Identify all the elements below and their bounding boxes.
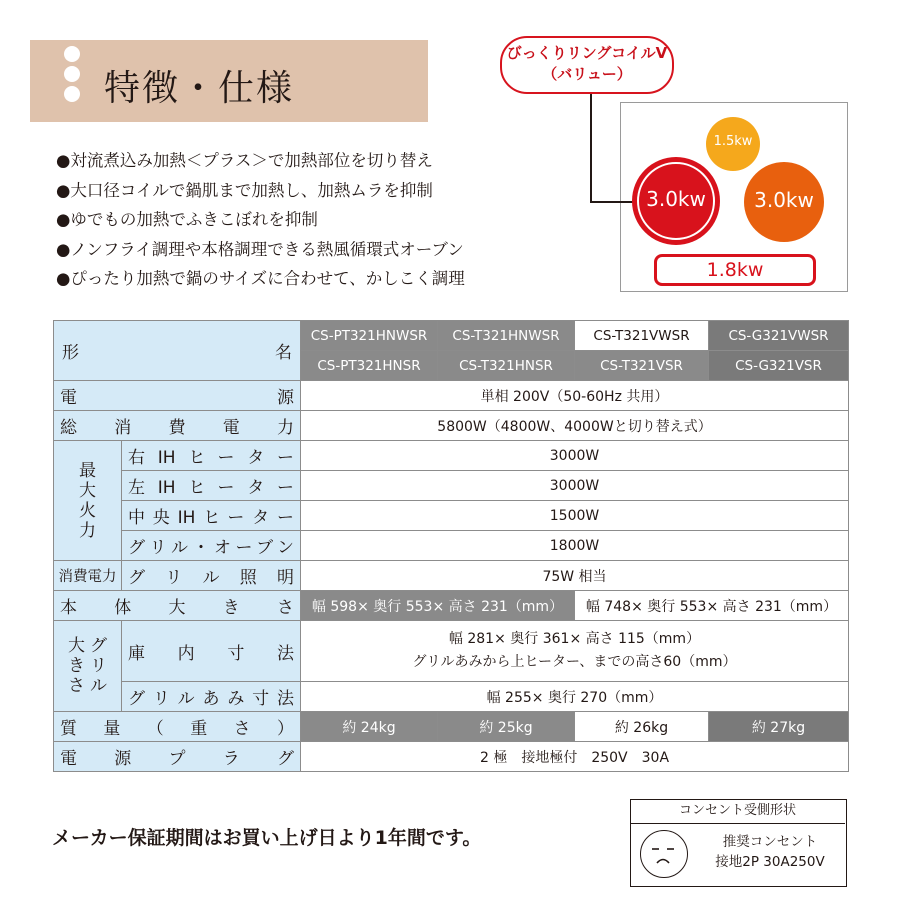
center-burner [706, 117, 760, 171]
weight-label: 質量（重さ） [54, 712, 301, 742]
right-burner [744, 162, 824, 242]
model-cell: CS-PT321HNSR [301, 351, 438, 381]
coil-callout [500, 36, 674, 94]
feature-item: ●ゆでもの加熱でふきこぼれを抑制 [56, 210, 318, 229]
left-burner-power: 3.0kw [646, 187, 706, 211]
grill-oven-value: 1800W [301, 531, 849, 561]
warranty-note: メーカー保証期間はお買い上げ日より1年間です。 [52, 827, 482, 849]
total-power-value: 5800W（4800W、4000Wと切り替え式） [301, 411, 849, 441]
power-source-value: 単相 200V（50-60Hz 共用） [301, 381, 849, 411]
feature-list [56, 146, 465, 294]
grill-size-col2: 大きさ [68, 636, 85, 696]
table-row [54, 531, 849, 561]
center-burner-power: 1.5kw [713, 134, 753, 149]
chamber-line-1: 幅 281× 奥行 361× 高さ 115（mm） [448, 631, 701, 647]
callout-line-1: びっくりリングコイルV [506, 44, 668, 62]
grill-heater-bar: 1.8kw [654, 254, 816, 286]
grill-net-label: グリルあみ寸法 [122, 682, 301, 712]
left-ih-value: 3000W [301, 471, 849, 501]
feature-item: ●ぴったり加熱で鍋のサイズに合わせて、かしこく調理 [56, 269, 465, 288]
ring-hole-1 [64, 46, 80, 62]
model-label-left: 形 [62, 343, 79, 363]
table-row [54, 742, 849, 772]
callout-leader-line [590, 201, 638, 203]
outlet-line-1: 推奨コンセント [722, 834, 818, 850]
table-row [54, 471, 849, 501]
feature-item: ●対流煮込み加熱＜プラス＞で加熱部位を切り替え [56, 151, 433, 170]
model-label-cell [54, 321, 301, 381]
model-cell: CS-PT321HNWSR [301, 321, 438, 351]
model-cell: CS-T321HNWSR [438, 321, 575, 351]
feature-item: ●ノンフライ調理や本格調理できる熱風循環式オーブン [56, 239, 464, 259]
plug-value: 2 極 接地極付 250V 30A [301, 742, 849, 772]
grill-light-value: 75W 相当 [301, 561, 849, 591]
center-ih-value: 1500W [301, 501, 849, 531]
spec-table [53, 320, 849, 772]
right-burner-power: 3.0kw [754, 188, 814, 212]
ring-hole-2 [64, 66, 80, 82]
outlet-socket-icon [640, 830, 688, 878]
plug-label: 電源プラグ [54, 742, 301, 772]
grill-oven-label: グリル・オーブン [122, 531, 301, 561]
max-fire-text: 最大火力 [79, 460, 96, 541]
body-size-value-a: 幅 598× 奥行 553× 高さ 231（mm） [301, 591, 575, 621]
grill-size-col1: グリル [90, 636, 107, 696]
outlet-line-2: 接地2P 30A250V [715, 854, 825, 870]
weight-value: 約 27kg [709, 712, 849, 742]
chamber-value [301, 621, 849, 682]
right-ih-value: 3000W [301, 441, 849, 471]
grill-light-label: グリル照明 [122, 561, 301, 591]
chamber-label: 庫内寸法 [122, 621, 301, 682]
table-row [54, 411, 849, 441]
center-ih-label: 中央IHヒーター [122, 501, 301, 531]
model-cell: CS-T321VSR [575, 351, 709, 381]
right-ih-label: 右IHヒーター [122, 441, 301, 471]
model-label-right: 名 [275, 343, 292, 363]
chamber-line-2: グリルあみから上ヒーター、までの高さ60（mm） [412, 654, 737, 670]
table-row [54, 682, 849, 712]
model-cell: CS-G321VWSR [709, 321, 849, 351]
body-size-value-b: 幅 748× 奥行 553× 高さ 231（mm） [575, 591, 849, 621]
weight-value: 約 24kg [301, 712, 438, 742]
body-size-label: 本体大きさ [54, 591, 301, 621]
feature-item: ●大口径コイルで鍋肌まで加熱し、加熱ムラを抑制 [56, 180, 433, 200]
table-row [54, 591, 849, 621]
table-row [54, 321, 849, 351]
model-cell: CS-T321VWSR [575, 321, 709, 351]
table-row [54, 381, 849, 411]
weight-value: 約 26kg [575, 712, 709, 742]
callout-leader-line [590, 92, 592, 202]
left-burner [632, 157, 720, 245]
model-cell: CS-T321HNSR [438, 351, 575, 381]
table-row [54, 561, 849, 591]
consumption-label: 消費電力 [54, 561, 122, 591]
model-cell: CS-G321VSR [709, 351, 849, 381]
table-row [54, 501, 849, 531]
callout-line-2: （バリュー） [542, 65, 632, 83]
total-power-label: 総消費電力 [54, 411, 301, 441]
grill-net-value: 幅 255× 奥行 270（mm） [301, 682, 849, 712]
grill-size-label [54, 621, 122, 712]
power-source-label: 電源 [54, 381, 301, 411]
table-row [54, 712, 849, 742]
ring-hole-3 [64, 86, 80, 102]
weight-value: 約 25kg [438, 712, 575, 742]
left-ih-label: 左IHヒーター [122, 471, 301, 501]
page-title: 特徴・仕様 [104, 68, 295, 109]
table-row [54, 621, 849, 682]
outlet-title: コンセント受側形状 [630, 799, 845, 824]
table-row [54, 441, 849, 471]
outlet-description [704, 832, 836, 872]
max-fire-label [54, 441, 122, 561]
